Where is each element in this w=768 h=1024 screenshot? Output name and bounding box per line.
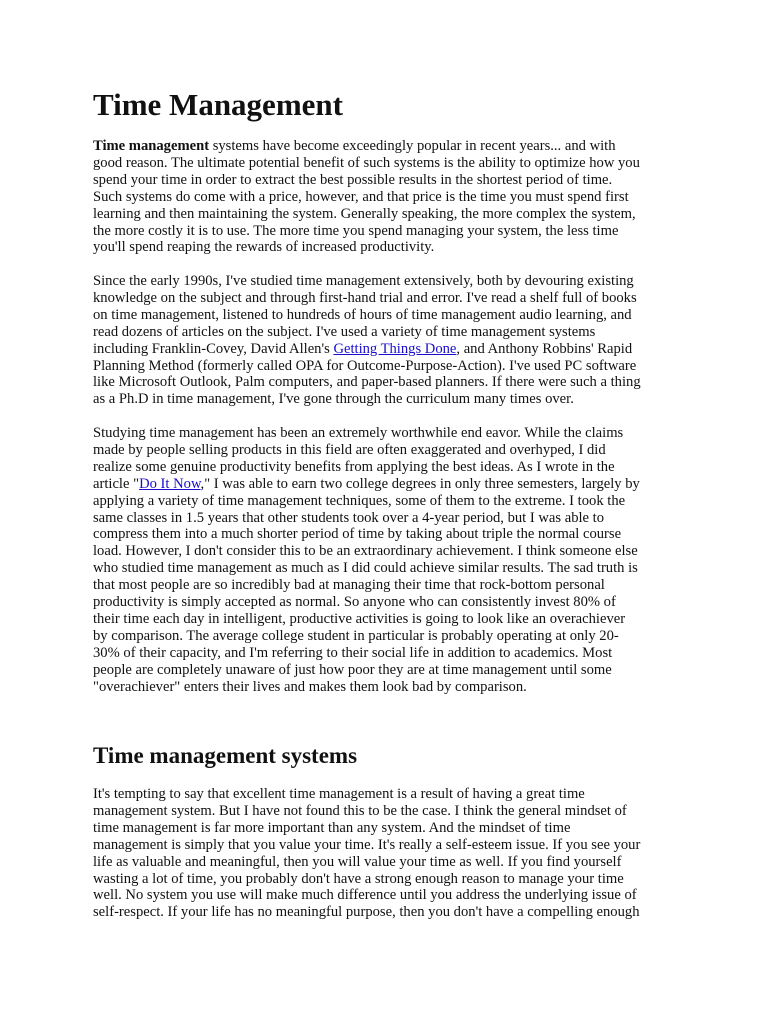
text-line: made by people selling products in this field are often exaggerated and overhyped, I did [93,441,606,458]
page-title: Time Management [93,87,343,122]
text-line: on time management, listened to hundreds of hours of time management audio learning, and [93,306,632,323]
text-fragment: , and Anthony Robbins' Rapid [456,340,633,357]
text-line: their time each day in intelligent, productive activities is going to look like an overachiever [93,610,626,627]
text-line: load. However, I don't consider this to be an extraordinary achievement. I think someone else [93,543,638,560]
text-line: as a Ph.D in time management, I've gone through the curriculum many times over. [93,391,574,408]
text-line: spend your time in order to extract the best possible results in the shortest period of time. [93,171,613,188]
text-line: people are completely unaware of just how poor they are at time management until some [93,661,612,678]
text-line [93,138,683,155]
text-line: Such systems do come with a price, however, and that price is the time you must spend first [93,188,629,205]
text-line: who studied time management as much as I did could achieve similar results. The sad truth is [93,560,638,577]
text-line: Since the early 1990s, I've studied time management extensively, both by devouring existing [93,273,634,289]
text-line: same classes in 1.5 years that other students took over a 4-year period, but I was able to [93,509,605,526]
text-line: read dozens of articles on the subject. I've used a variety of time management systems [93,323,596,340]
section-heading: Time management systems [93,743,358,768]
text-line: It's tempting to say that excellent time management is a result of having a great time [93,786,585,802]
bold-lead-term: Time management [93,138,210,154]
do-it-now-link[interactable]: Do It Now [139,475,201,492]
text-line: well. No system you use will make much difference until you address the underlying issue of [93,887,637,904]
text-fragment: including Franklin-Covey, David Allen's [93,340,334,357]
text-line: that most people are so incredibly bad at managing their time that rock-bottom personal [93,577,605,594]
text-line: productivity is simply accepted as normal. So anyone who can consistently invest 80% of [93,594,616,611]
text-line: applying a variety of time management techniques, some of them to the extreme. I took the [93,492,626,509]
text-line: management is simply that you value your time. It's really a self-esteem issue. If you see your [93,836,641,853]
text-line: the more costly it is to use. The more time you spend managing your system, the less time [93,222,619,239]
text-line: like Microsoft Outlook, Palm computers, and paper-based planners. If there were such a thing [93,374,641,391]
text-line: compress them into a much shorter period of time by taking about triple the normal course [93,526,622,543]
text-line: learning and then maintaining the system. Generally speaking, the more complex the system, [93,205,636,222]
text-line: self-respect. If your life has no meaningful purpose, then you don't have a compelling enough [93,904,640,921]
text-line: you'll spend reaping the rewards of increased productivity. [93,239,435,256]
paragraph-mindset [93,786,683,921]
text-line [93,476,683,493]
text-line: knowledge on the subject and through first-hand trial and error. I've read a shelf full of books [93,289,637,306]
text-line: realize some genuine productivity benefits from applying the best ideas. As I wrote in the [93,458,615,475]
getting-things-done-link[interactable]: Getting Things Done [333,340,457,357]
paragraph-intro [93,138,683,256]
text-line: 30% of their capacity, and I'm referring to their social life in addition to academics. Most [93,644,613,661]
paragraph-studying [93,425,683,696]
text-line: good reason. The ultimate potential benefit of such systems is the ability to optimize how you [93,154,640,171]
text-line: management system. But I have not found this to be the case. I think the general mindset of [93,802,627,819]
text-fragment: ," I was able to earn two college degrees in only three semesters, largely by [200,475,640,492]
text-fragment: systems have become exceedingly popular in recent years... and with [209,138,616,154]
text-fragment: article " [93,475,140,492]
paragraph-experience [93,273,683,408]
text-line: Studying time management has been an extremely worthwhile end eavor. While the claims [93,425,624,441]
text-line: wasting a lot of time, you probably don't have a strong enough reason to manage your time [93,870,624,887]
text-line: by comparison. The average college student in particular is probably operating at only 20- [93,627,619,644]
text-line: life as valuable and meaningful, then you will value your time as well. If you find yourself [93,853,622,870]
text-line [93,341,683,358]
text-line: "overachiever" enters their lives and makes them look bad by comparison. [93,678,527,695]
text-line: Planning Method (formerly called OPA for Outcome-Purpose-Action). I've used PC software [93,357,637,374]
text-line: time management is far more important than any system. And the mindset of time [93,819,571,836]
